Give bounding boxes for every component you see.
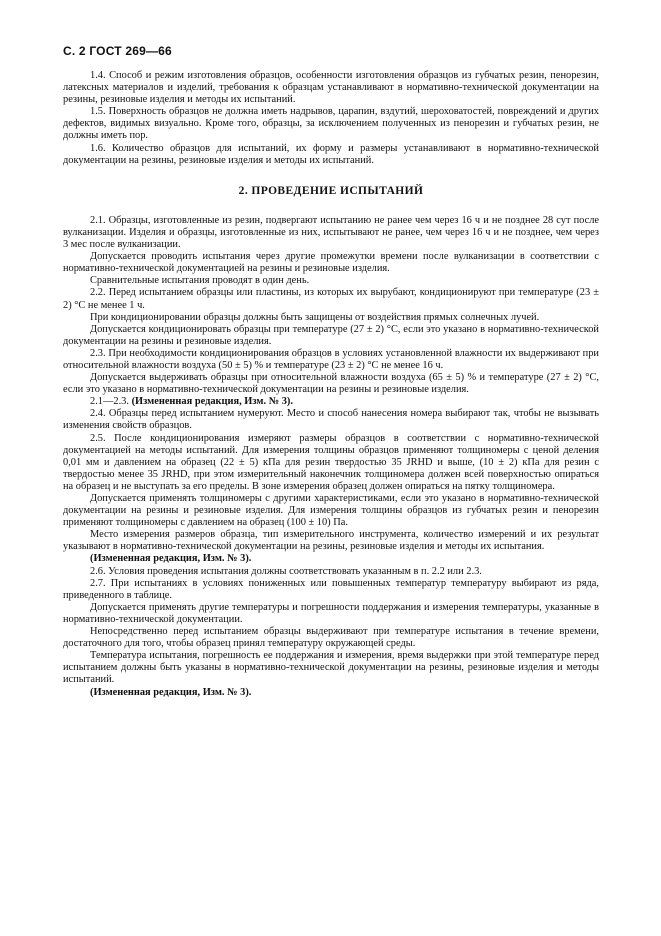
amendment-note: (Измененная редакция, Изм. № 3). (90, 553, 252, 565)
amendment-range: 2.1—2.3. (90, 396, 129, 408)
amendment-note: (Измененная редакция, Изм. № 3). (131, 396, 293, 408)
paragraph-1-6: 1.6. Количество образцов для испытаний, их форму и размеры устанавливают в нормативно-технической документации на резины, резиновые изделия и методы их испытаний. (63, 142, 599, 166)
paragraph-2-3-alt: Допускается выдерживать образцы при относительной влажности воздуха (65 ± 5) % и температуре (27 ± 2) °С, если это указано в нормативно-технической документации на резины и резиновые изделия. (63, 372, 599, 396)
amendment-note: (Измененная редакция, Изм. № 3). (90, 686, 252, 698)
paragraph-2-3: 2.3. При необходимости кондиционирования образцов в условиях установленной влажности их выдерживают при относительной влажности воздуха (50 ± 5) % и температуре (23 ± 2) °С не менее 16 ч. (63, 347, 599, 371)
paragraph-2-1-note: Допускается проводить испытания через другие промежутки времени после вулканизации в соответствии с нормативно-технической документацией на резины и резиновые изделия. (63, 251, 599, 275)
paragraph-2-2-alt: Допускается кондиционировать образцы при температуре (27 ± 2) °С, если это указано в нормативно-технической документации на резины и резиновые изделия. (63, 323, 599, 347)
paragraph-2-7-spec: Температура испытания, погрешность ее поддержания и измерения, время выдержки при этой температуре перед испытанием должны быть указаны в нормативно-технической документации на резины, резиновые изделия и методы испытаний. (63, 650, 599, 686)
paragraph-2-7: 2.7. При испытаниях в условиях пониженных или повышенных температур температуру выбирают из ряда, приведенного в таблице. (63, 577, 599, 601)
paragraph-2-5: 2.5. После кондиционирования измеряют размеры образцов в соответствии с нормативно-технической документацией на методы испытаний. Для измерения толщины образцов применяют толщиномеры с ценой деления 0,01 мм и давлением на образец (22 ± 5) кПа для резин твердостью 35 JRHD и выше, (10 ± 2) кПа для резин с твердостью менее 35 JRHD, при этом измерительный наконечник толщиномера должен всей поверхностью опираться на образец и не выступать за его пределы. В зоне измерения образец должен опираться на пятку толщиномера. (63, 432, 599, 492)
paragraph-2-7-alt: Допускается применять другие температуры и погрешности поддержания и измерения температуры, указанные в нормативно-технической документации. (63, 601, 599, 625)
page-header: С. 2 ГОСТ 269—66 (63, 44, 172, 58)
amendment-2-1-2-3 (63, 396, 599, 408)
paragraph-2-1-comparative: Сравнительные испытания проводят в один день. (90, 275, 310, 287)
amendment-2-7 (63, 687, 599, 699)
paragraph-1-4: 1.4. Способ и режим изготовления образцов, особенности изготовления образцов из губчатых резин, пенорезин, латексных материалов и изделий, требования к образцам устанавливают в нормативно-технической документации на резины, резиновые изделия и методы их испытаний. (63, 70, 599, 106)
paragraph-2-6: 2.6. Условия проведения испытания должны соответствовать указанным в п. 2.2 или 2.3. (90, 565, 482, 577)
paragraph-2-5-place: Место измерения размеров образца, тип измерительного инструмента, количество измерений и их результат указывают в нормативно-технической документации на резины, резиновые изделия и методы их испытания. (63, 529, 599, 553)
paragraph-2-7-hold: Непосредственно перед испытанием образцы выдерживают при температуре испытания в течение времени, достаточного для того, чтобы образец принял температуру окружающей среды. (63, 626, 599, 650)
document-page (63, 44, 599, 699)
paragraph-1-5: 1.5. Поверхность образцов не должна иметь надрывов, царапин, вздутий, шероховатостей, повреждений и других дефектов, видимых визуально. Кроме того, образцы, за исключением полученных из пенорезин и губчатых резин, не должны иметь пор. (63, 106, 599, 142)
paragraph-2-2-sun: При кондиционировании образцы должны быть защищены от воздействия прямых солнечных лучей. (90, 311, 540, 323)
paragraph-2-2: 2.2. Перед испытанием образцы или пластины, из которых их вырубают, кондиционируют при температуре (23 ± 2) °С не менее 1 ч. (63, 287, 599, 311)
paragraph-2-4: 2.4. Образцы перед испытанием нумеруют. Место и способ нанесения номера выбирают так, чтобы не вызывать изменения свойств образцов. (63, 408, 599, 432)
paragraph-2-1: 2.1. Образцы, изготовленные из резин, подвергают испытанию не ранее чем через 16 ч и не позднее 28 сут после вулканизации. Изделия и образцы, изготовленные из них, испытывают не ранее, чем через 16 ч и не позднее, чем через 3 мес после вулканизации. (63, 214, 599, 251)
section-heading: 2. ПРОВЕДЕНИЕ ИСПЫТАНИЙ (238, 184, 424, 197)
amendment-2-5 (63, 553, 599, 565)
paragraph-2-5-alt: Допускается применять толщиномеры с другими характеристиками, если это указано в нормативно-технической документации на резины и резиновые изделия. Для измерения толщины образцов из губчатых резин и пенорезин применяют толщиномеры с давлением на образец (100 ± 10) Па. (63, 493, 599, 529)
